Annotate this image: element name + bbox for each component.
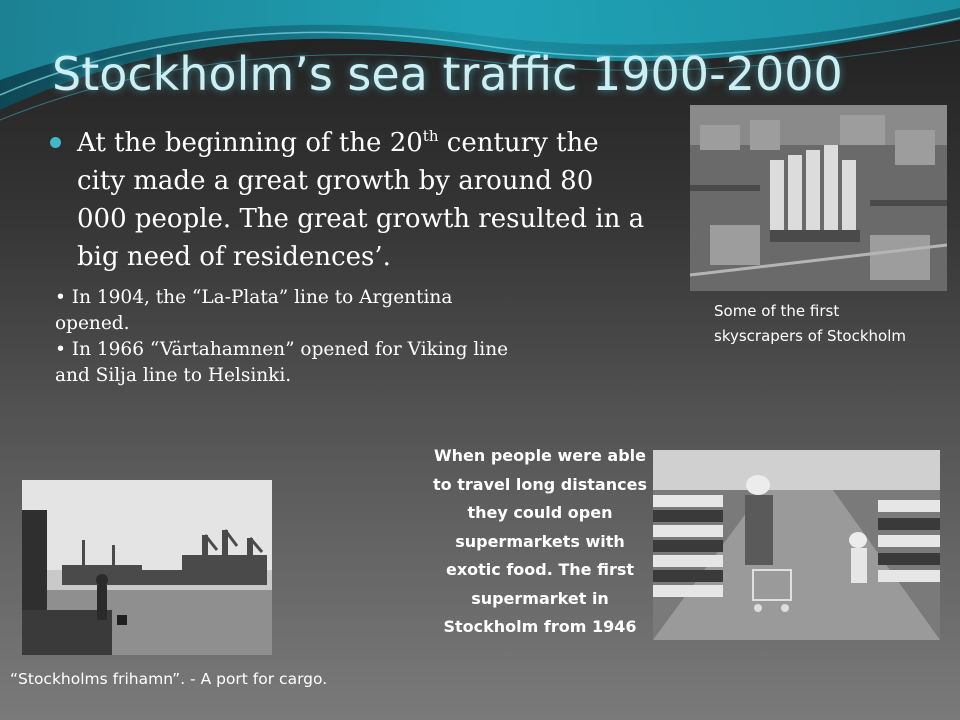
supermarket-caption: When people were able to travel long distances they could open supermarkets with exotic food. The first supermarket in Stockholm from 1946 [433,446,647,636]
supermarket-photo [653,450,940,640]
sub-bullet-list [55,285,515,389]
frihamn-caption: “Stockholms frihamn”. - A port for cargo. [10,670,328,688]
port-photo [22,480,272,655]
main-bullet-text: At the beginning of the 20th century the city made a great growth by around 80 000 people. The great growth resulted in a big need of residences’. [77,127,645,272]
slide-title: Stockholm’s sea traffic 1900-2000 [52,47,843,101]
main-bullet [50,124,650,276]
skyscrapers-caption: Some of the first skyscrapers of Stockholm [714,302,906,345]
bullet-dot-icon [50,137,61,148]
sub-bullet-vartahamnen: • In 1966 “Värtahamnen” opened for Viking line and Silja line to Helsinki. [55,339,509,386]
sub-bullet-la-plata: • In 1904, the “La-Plata” line to Argentina opened. [55,287,453,334]
superscript-th: th [422,127,439,145]
skyscrapers-photo [690,105,947,291]
